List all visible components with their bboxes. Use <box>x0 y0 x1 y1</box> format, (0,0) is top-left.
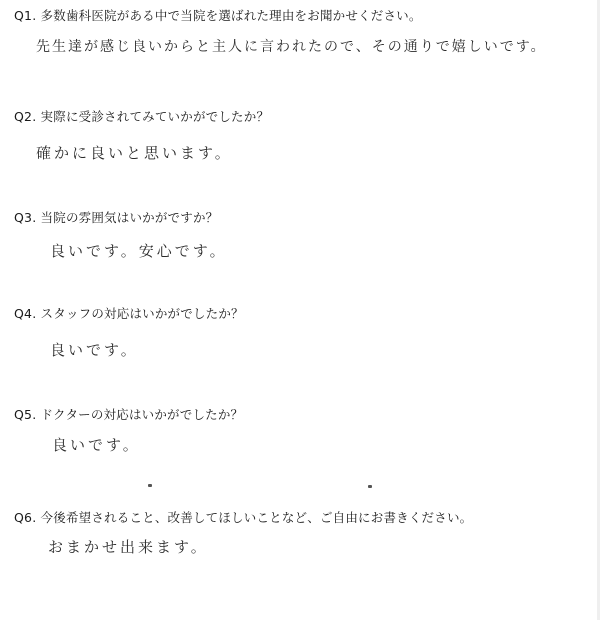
scan-speck <box>148 484 152 487</box>
answer-2: 確かに良いと思います。 <box>36 144 233 162</box>
question-5: Q5. ドクターの対応はいかがでしたか？ <box>14 407 244 422</box>
question-4: Q4. スタッフの対応はいかがでしたか？ <box>14 306 244 321</box>
question-1: Q1. 多数歯科医院がある中で当院を選ばれた理由をお聞かせください。 <box>14 8 422 23</box>
question-3: Q3. 当院の雰囲気はいかがですか？ <box>14 210 219 225</box>
answer-5: 良いです。 <box>52 436 141 454</box>
scan-speck <box>368 485 372 488</box>
answer-1: 先生達が感じ良いからと主人に言われたので、その通りで嬉しいです。 <box>36 39 547 55</box>
answer-6: おまかせ出来ます。 <box>48 538 209 556</box>
answer-4: 良いです。 <box>50 341 139 359</box>
question-2: Q2. 実際に受診されてみていかがでしたか？ <box>14 109 270 124</box>
question-6: Q6. 今後希望されること、改善してほしいことなど、ご自由にお書きください。 <box>14 510 473 525</box>
answer-3: 良いです。安心です。 <box>50 242 228 260</box>
